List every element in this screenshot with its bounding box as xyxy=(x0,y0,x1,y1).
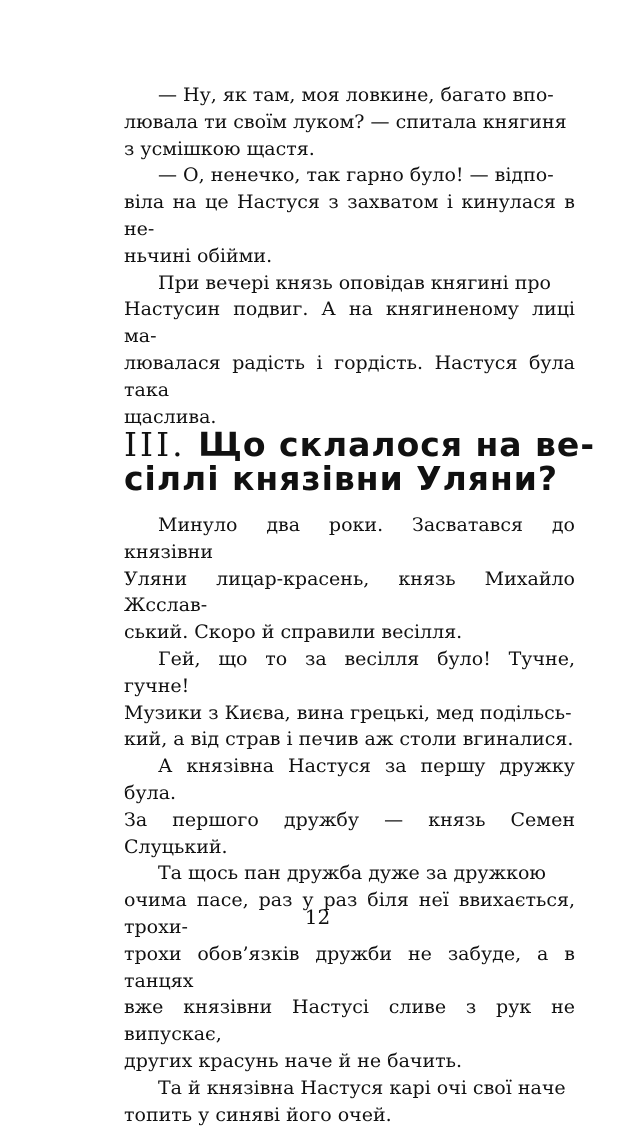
text-line: лювалася радість і гордість. Настуся була така xyxy=(124,351,575,401)
text-block-bottom xyxy=(124,512,575,1128)
text-line: — О, ненечко, так гарно було! — відпо- xyxy=(158,164,554,187)
chapter-numeral: III. xyxy=(124,425,186,464)
text-line: трохи обов’язків дружби не забуде, а в танцях xyxy=(124,942,575,992)
text-line: з усмішкою щастя. xyxy=(124,137,315,160)
chapter-heading xyxy=(124,425,596,498)
text-line: Уляни лицар-красень, князь Михайло Жсслав- xyxy=(124,567,575,617)
chapter-heading-line-1 xyxy=(124,425,596,464)
chapter-title-part-2: сіллі князівни Уляни? xyxy=(124,459,559,498)
text-line: других красунь наче й не бачить. xyxy=(124,1049,463,1072)
text-line: віла на це Настуся з захватом і кинулася в не- xyxy=(124,191,575,240)
text-line: ньчині обійми. xyxy=(124,244,273,267)
text-line: лювала ти своїм луком? — спитала княгиня xyxy=(124,110,567,133)
text-line: А князівна Настуся за першу дружку була. xyxy=(124,755,575,804)
text-line: щаслива. xyxy=(124,405,217,428)
text-line: Музики з Києва, вина грецькі, мед подільсь- xyxy=(124,701,572,724)
chapter-title-part-1: Що склалося на ве- xyxy=(198,425,596,464)
page-number: 12 xyxy=(304,905,331,929)
text-line: При вечері князь оповідав княгині про xyxy=(158,271,551,294)
text-line: Та щось пан дружба дуже за дружкою xyxy=(158,862,546,885)
text-line: Гей, що то за весілля було! Тучне, гучне! xyxy=(124,647,575,697)
text-line: ський. Скоро й справили весілля. xyxy=(124,621,463,644)
text-line: кий, а від страв і печив аж столи вгиналися. xyxy=(124,728,574,751)
text-block-top xyxy=(124,82,575,430)
text-line: Настусин подвиг. А на княгиненому лиці ма- xyxy=(124,298,575,348)
text-line: очима пасе, раз у раз біля неї ввихається, трохи- xyxy=(124,889,575,938)
text-line: Та й князівна Настуся карі очі свої наче xyxy=(158,1076,566,1099)
text-line: — Ну, як там, моя ловкине, багато впо- xyxy=(158,84,554,106)
text-line: За першого дружбу — князь Семен Слуцький. xyxy=(124,808,575,858)
text-line: Минуло два роки. Засватався до князівни xyxy=(124,514,575,563)
text-line: топить у синяві його очей. xyxy=(124,1103,392,1126)
text-line: вже князівни Настусі сливе з рук не випускає, xyxy=(124,996,575,1046)
